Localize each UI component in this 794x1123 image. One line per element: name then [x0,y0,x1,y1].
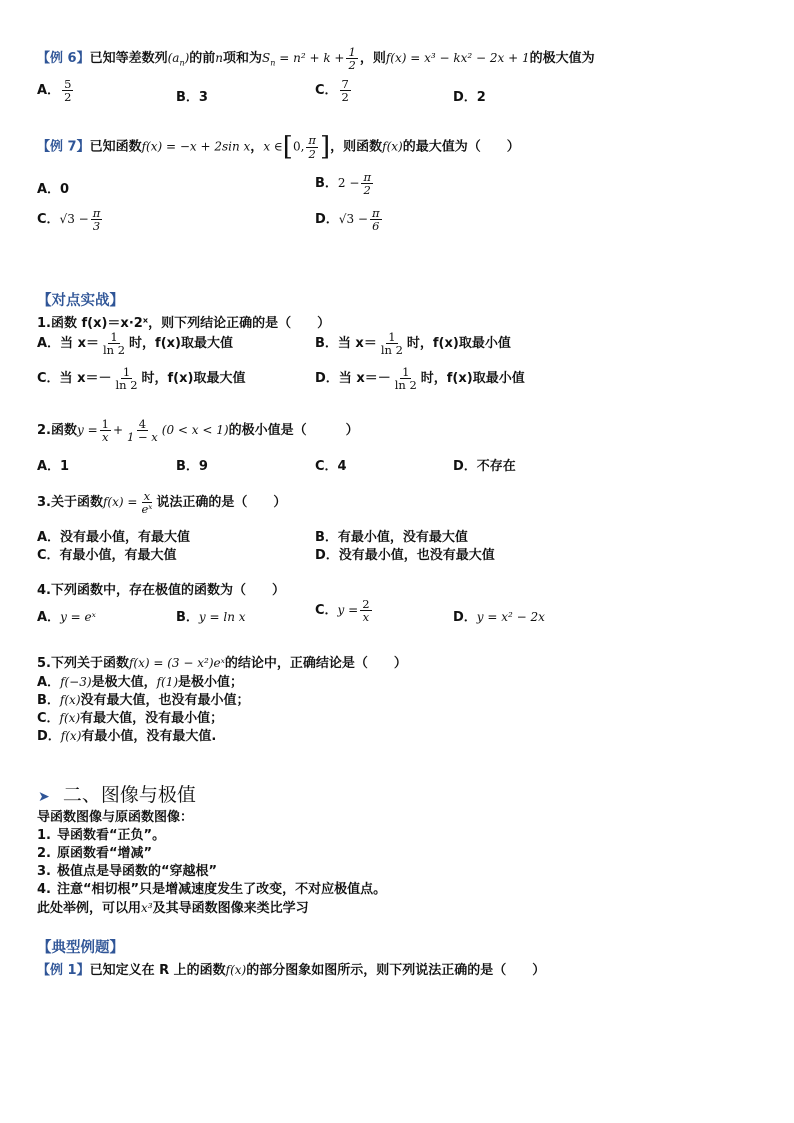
option-c[interactable]: C．4 [315,459,347,474]
question-1: 1.函数 f(x)＝x·2ˣ，则下列结论正确的是（ ） [37,316,331,331]
option-a[interactable]: A．y = eˣ [37,610,96,625]
list-item: 2. 原函数看“增减” [37,846,153,861]
option-b[interactable]: B．3 [176,90,208,105]
question-3: 3.关于函数f(x) = $\frac{x}{\text{eˣ}}$ 说法正确的是（ ） [37,489,287,517]
question-2: 2.函数y = $\frac{1}{x}$ + $\frac{4}{1 - x}$ (0 < x < 1)的极小值是（ ） [37,417,359,445]
example-1-question: 【例 1】已知定义在 R 上的函数f(x)的部分图象如图所示，则下列说法正确的是（ ） [37,963,546,978]
section-note: 此处举例，可以用x³及其导函数图像来类比学习 [37,901,309,916]
section-title: 二、图像与极值 [62,784,196,806]
option-a[interactable]: A．没有最小值，有最大值 [37,530,191,545]
example-6-question: 【例 6】已知等差数列$(a_n)$的前n项和为$S_n = n^2 + k$ + $\frac{1}{2}$ ，则f(x) = x³ − kx² − 2x + 1的极大值为 [37,45,595,73]
section-2-heading [38,780,196,807]
example-7-question: 【例 7】已知函数f(x) = −x + 2sin x，x ∈[0, $\frac{\pi}{2}$ ]，则函数f(x)的最大值为（ ） [37,132,520,162]
option-b[interactable]: B．y = ln x [176,610,246,625]
example-tag: 【例 6】 [37,51,90,67]
option-d[interactable]: D．不存在 [453,459,516,474]
option-a[interactable]: A．f(−3)是极大值，f(1)是极小值； [37,675,244,690]
list-item: 1. 导函数看“正负”。 [37,828,166,843]
option-b[interactable]: B．当 x＝ $\frac{1}{\ln 2}$ 时，f(x)取最小值 [315,330,511,358]
option-a[interactable]: A．当 x＝ $\frac{1}{\ln 2}$ 时，f(x)取最大值 [37,330,233,358]
list-item: 3. 极值点是导函数的“穿越根” [37,864,218,879]
section-intro: 导函数图像与原函数图像： [37,810,194,825]
option-b[interactable]: B．f(x)没有最大值，也没有最小值； [37,693,250,708]
option-c[interactable]: C．√3 − $\frac{\pi}{3}$ [37,206,101,234]
option-c[interactable]: C．当 x＝－ $\frac{1}{\ln 2}$ 时，f(x)取最大值 [37,365,246,393]
fraction: $\frac{1}{2}$ [348,45,356,73]
option-c[interactable]: C．有最小值，有最大值 [37,548,177,563]
example-tag: 【例 7】 [37,139,90,155]
option-b[interactable]: B．9 [176,459,208,474]
option-d[interactable]: D．2 [453,90,486,105]
option-d[interactable]: D．√3 − $\frac{\pi}{6}$ [315,206,380,234]
section-heading-typical: 【典型例题】 [37,940,124,956]
option-d[interactable]: D．f(x)有最小值，没有最大值. [37,729,217,744]
option-c[interactable]: C． $\frac{7}{2}$ [315,77,349,105]
section-heading-practice: 【对点实战】 [37,293,124,309]
option-d[interactable]: D．y = x² − 2x [453,610,545,625]
option-c[interactable]: C．f(x)有最大值，没有最小值； [37,711,224,726]
question-5: 5.下列关于函数f(x) = (3 − x²)eˣ的结论中，正确结论是（ ） [37,656,407,671]
option-b[interactable]: B．2 − $\frac{\pi}{2}$ [315,170,371,198]
option-b[interactable]: B．有最小值，没有最大值 [315,530,468,545]
option-a[interactable]: A． $\frac{5}{2}$ [37,77,72,105]
option-a[interactable]: A．0 [37,182,70,197]
option-a[interactable]: A．1 [37,459,70,474]
list-item: 4. 注意“相切根”只是增减速度发生了改变，不对应极值点。 [37,882,387,897]
option-d[interactable]: D．当 x＝－ $\frac{1}{\ln 2}$ 时，f(x)取最小值 [315,365,525,393]
option-d[interactable]: D．没有最小值，也没有最大值 [315,548,495,563]
example-tag: 【例 1】 [37,963,90,978]
option-c[interactable]: C．y = $\frac{2}{x}$ [315,597,370,625]
arrow-icon: ➤ [38,789,50,805]
question-4: 4.下列函数中，存在极值的函数为（ ） [37,583,285,598]
